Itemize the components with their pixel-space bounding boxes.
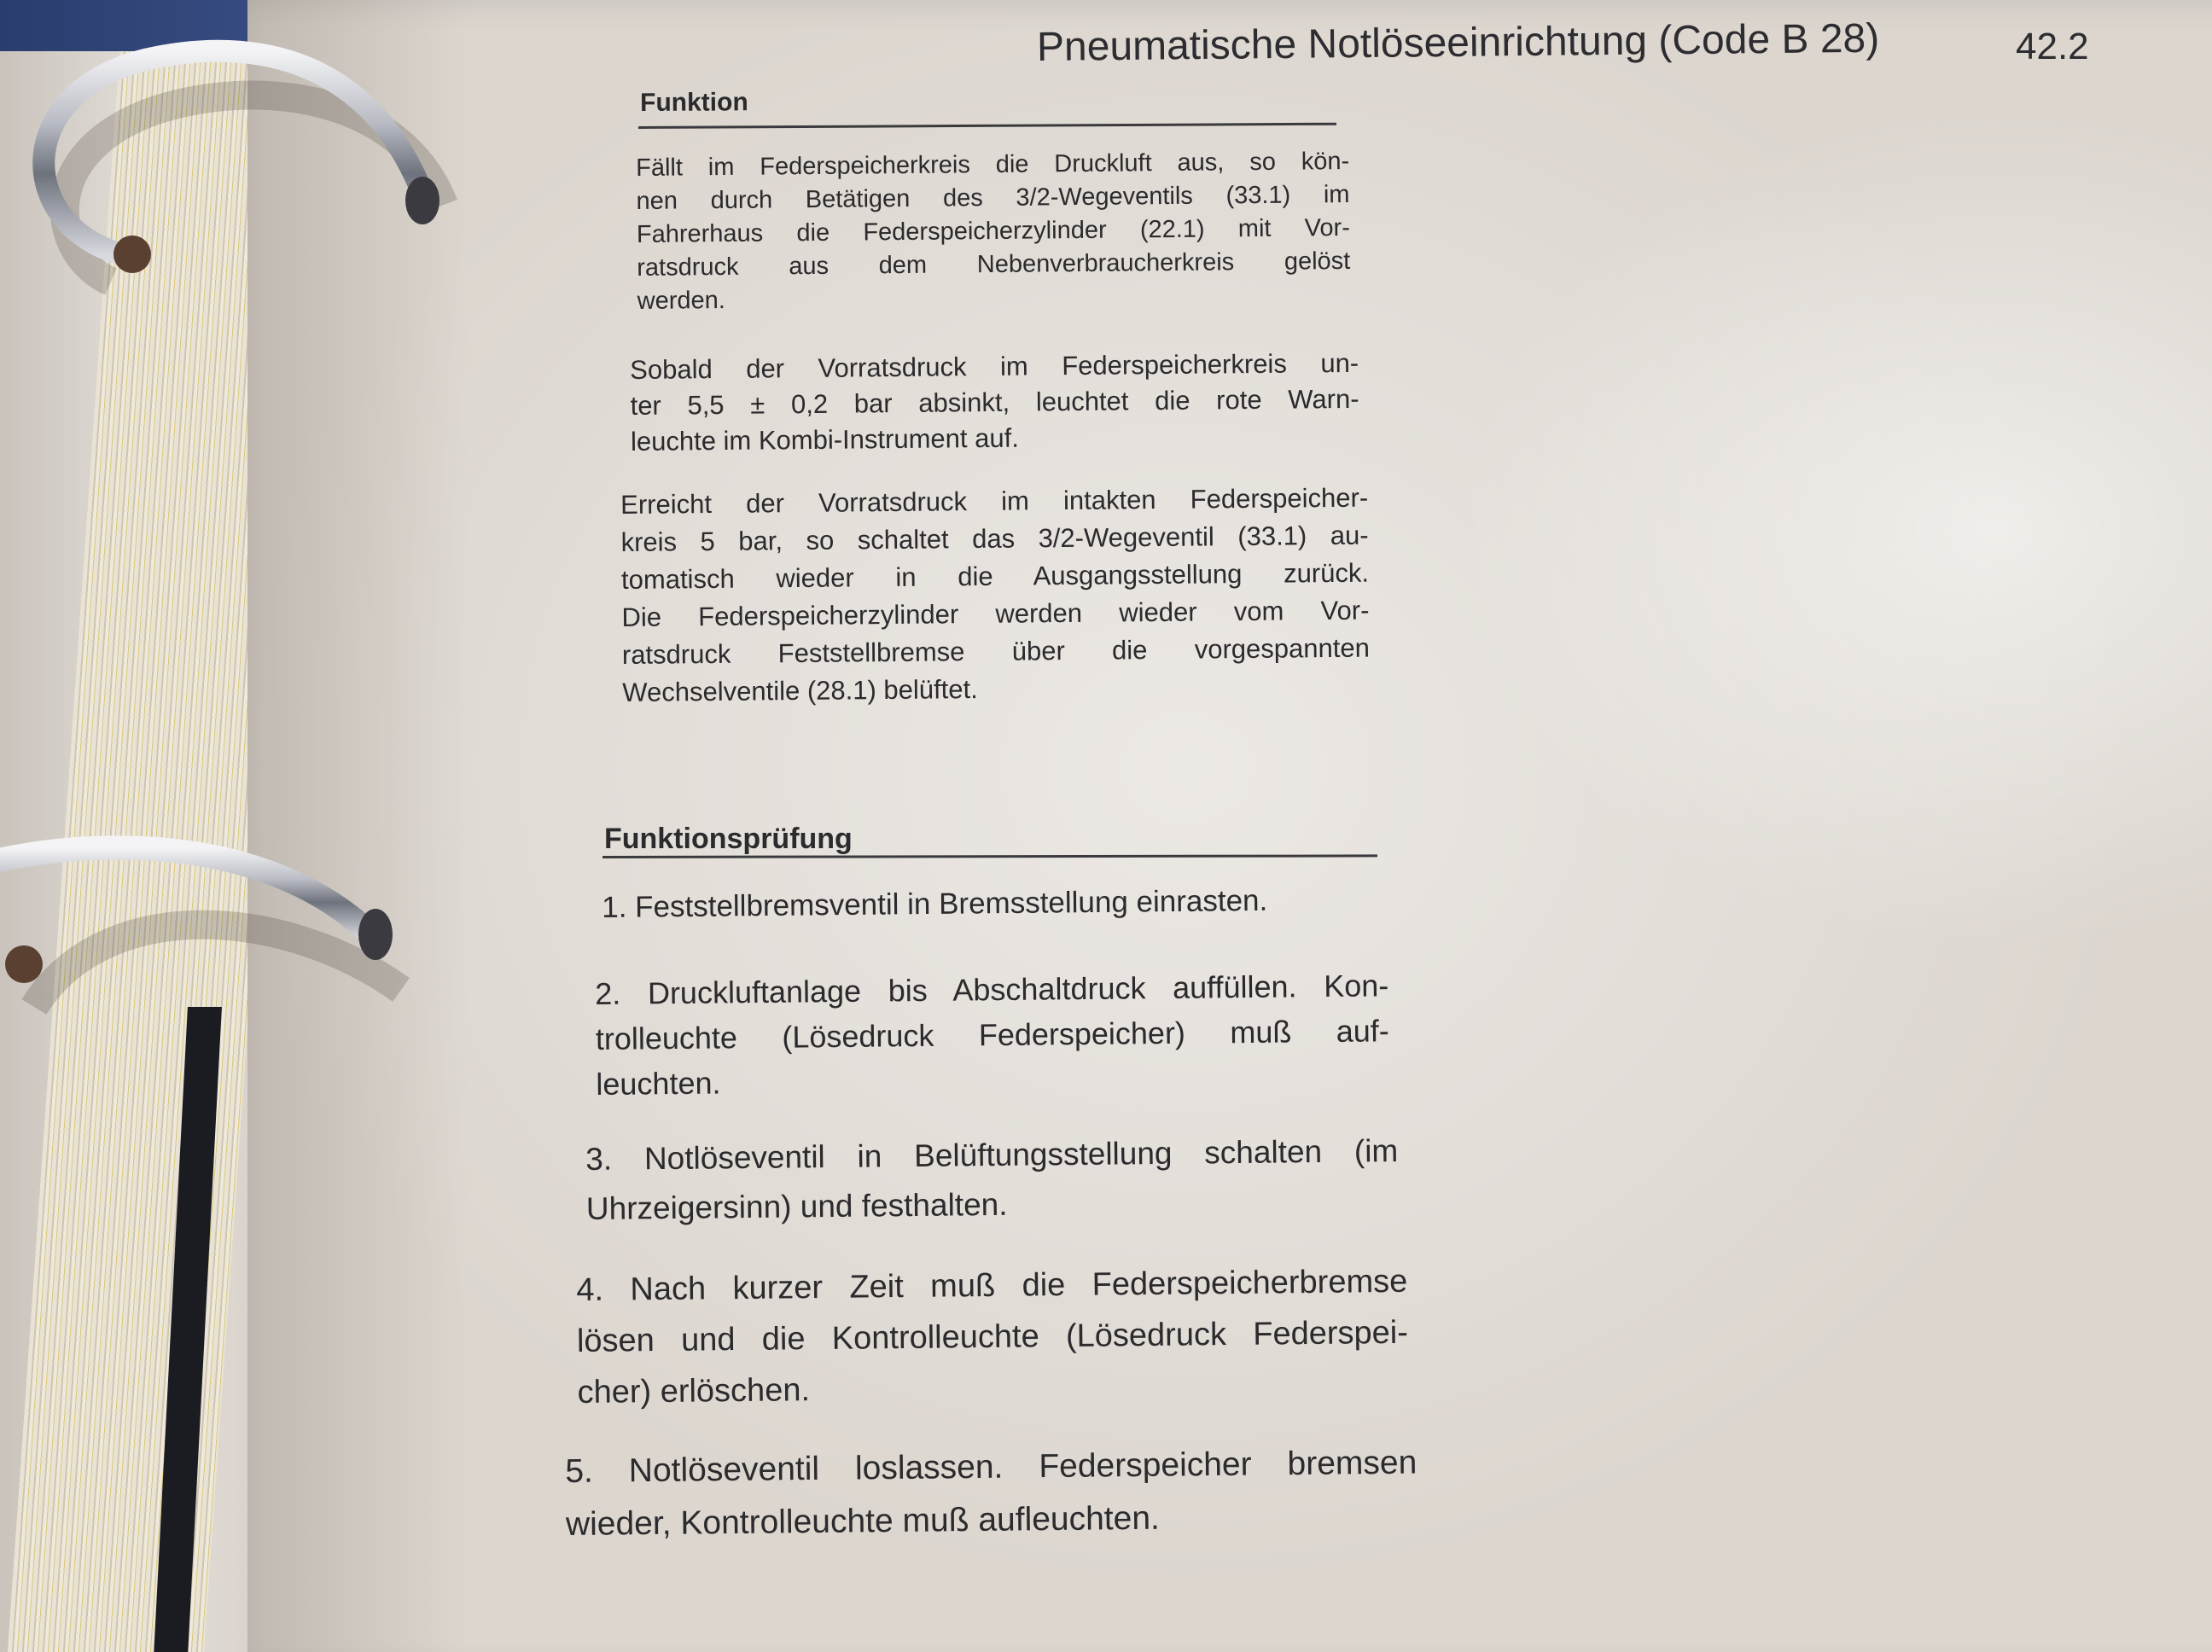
text-line: werden.	[637, 287, 726, 315]
text-line: 4. Nach kurzer Zeit muß die Federspeicherbremse	[576, 1263, 1408, 1308]
text-line: Fällt im Federspeicherkreis die Druckluft aus, so kön-	[636, 147, 1350, 182]
page-title: Pneumatische Notlöseeinrichtung (Code B 28)	[1036, 15, 1880, 70]
text-line: ter 5,5 ± 0,2 bar absinkt, leuchtet die rote Warn-	[630, 383, 1359, 421]
text-line: Sobald der Vorratsdruck im Federspeicherkreis un-	[630, 347, 1359, 385]
step-5	[565, 1437, 1417, 1551]
text-line: cher) erlöschen.	[577, 1372, 811, 1411]
text-line: 2. Druckluftanlage bis Abschaltdruck auffüllen. Kon-	[595, 968, 1389, 1011]
step-1	[602, 879, 1387, 928]
text-line: 5. Notlöseventil loslassen. Federspeicher bremsen	[565, 1444, 1417, 1490]
text-line: leuchte im Kombi-Instrument auf.	[630, 422, 1020, 457]
step-3	[585, 1126, 1399, 1234]
page-number: 42.2	[2016, 26, 2089, 67]
text-line: kreis 5 bar, so schaltet das 3/2-Wegeventil (33.1) au-	[620, 520, 1369, 557]
text-line: leuchten.	[596, 1065, 721, 1102]
text-line: wieder, Kontrolleuchte muß aufleuchten.	[565, 1499, 1161, 1543]
text-line: Die Federspeicherzylinder werden wieder vom Vor-	[621, 595, 1370, 632]
text-line: ratsdruck Feststellbremse über die vorgespannten	[621, 632, 1371, 670]
section-rule	[638, 123, 1336, 129]
text-line: 1. Feststellbremsventil in Bremsstellung einrasten.	[602, 883, 1268, 924]
text-line: ratsdruck aus dem Nebenverbraucherkreis gelöst	[637, 247, 1351, 282]
text-line: Erreicht der Vorratsdruck im intakten Federspeicher-	[620, 482, 1369, 520]
text-line: lösen und die Kontrolleuchte (Lösedruck Federspei-	[576, 1314, 1409, 1359]
section-rule	[602, 854, 1377, 858]
funktion-paragraph-1	[636, 145, 1351, 318]
funktion-paragraph-3	[620, 480, 1370, 712]
text-line: Fahrerhaus die Federspeicherzylinder (22.1) mit Vor-	[636, 213, 1351, 248]
step-4	[576, 1256, 1409, 1418]
section-heading-funktion: Funktion	[640, 88, 748, 117]
text-line: Wechselventile (28.1) belüftet.	[622, 673, 978, 707]
text-line: nen durch Betätigen des 3/2-Wegeventils (33.1) im	[636, 180, 1350, 215]
text-line: Uhrzeigersinn) und festhalten.	[585, 1186, 1008, 1226]
text-line: trolleuchte (Lösedruck Federspeicher) muß auf-	[595, 1013, 1389, 1056]
section-heading-funktionspruefung: Funktionsprüfung	[604, 823, 853, 855]
funktion-paragraph-2	[630, 346, 1359, 460]
text-line: 3. Notlöseventil in Belüftungsstellung schalten (im	[585, 1133, 1399, 1177]
text-line: tomatisch wieder in die Ausgangsstellung zurück.	[620, 557, 1370, 595]
step-2	[595, 963, 1390, 1107]
